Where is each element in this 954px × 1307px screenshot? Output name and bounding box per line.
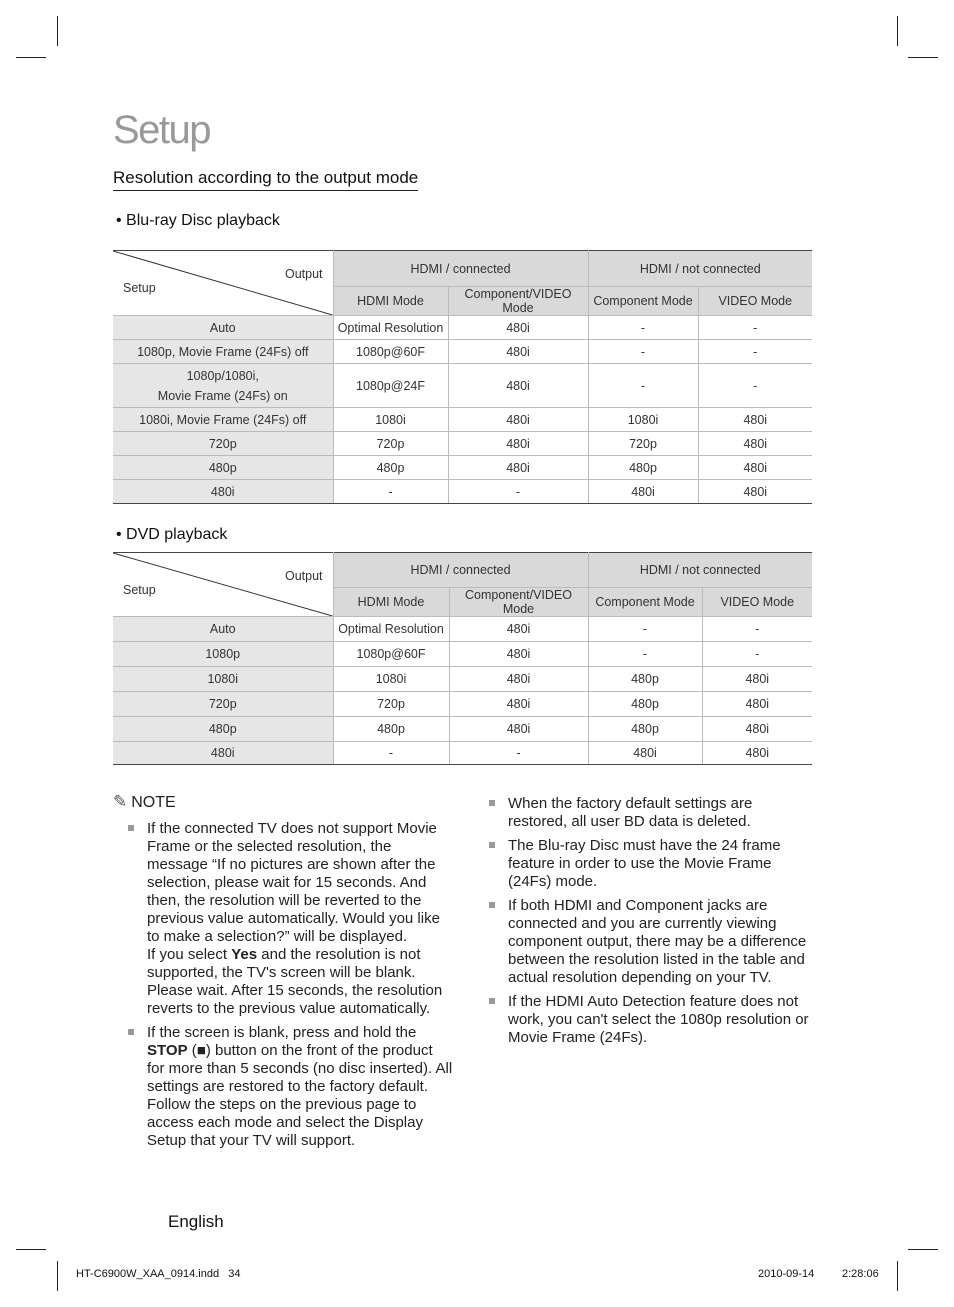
slug-time: 2:28:06: [842, 1268, 879, 1280]
col-video-mode: VIDEO Mode: [698, 287, 812, 316]
table-row: 480p 480p 480i 480p 480i: [113, 717, 812, 742]
col-component-mode: Component Mode: [588, 588, 702, 617]
table-row: 480p 480p 480i 480p 480i: [113, 456, 812, 480]
bullet-square-icon: [128, 1029, 134, 1035]
crop-mark: [57, 1261, 58, 1291]
group-hdmi-connected: HDMI / connected: [333, 553, 588, 588]
col-hdmi-mode: HDMI Mode: [333, 588, 449, 617]
section-heading: Resolution according to the output mode: [113, 168, 418, 191]
list-item: The Blu-ray Disc must have the 24 frame feature in order to use the Movie Frame (24Fs) mode.: [474, 837, 814, 891]
table-row: 1080p 1080p@60F 480i - -: [113, 642, 812, 667]
notes-right: [474, 795, 814, 1053]
bullet-square-icon: [489, 842, 495, 848]
crop-mark: [57, 16, 58, 46]
group-hdmi-not-connected: HDMI / not connected: [588, 251, 812, 287]
group-hdmi-not-connected: HDMI / not connected: [588, 553, 812, 588]
table-row: 1080i, Movie Frame (24Fs) off 1080i 480i 1080i 480i: [113, 408, 812, 432]
bluray-heading: • Blu-ray Disc playback: [116, 212, 280, 229]
bullet-square-icon: [489, 800, 495, 806]
crop-mark: [908, 1249, 938, 1250]
bullet-square-icon: [128, 825, 134, 831]
slug-date: 2010-09-14: [758, 1268, 815, 1280]
table-row: 480i - - 480i 480i: [113, 480, 812, 504]
bluray-resolution-table: [113, 250, 812, 504]
bullet-square-icon: [489, 998, 495, 1004]
footer-language: English: [168, 1212, 224, 1231]
slug-filename: HT-C6900W_XAA_0914.indd 34: [76, 1268, 241, 1280]
dvd-heading: • DVD playback: [116, 526, 228, 543]
crop-mark: [16, 57, 46, 58]
table-corner: Output Setup: [113, 553, 333, 617]
crop-mark: [897, 1261, 898, 1291]
table-row: 1080i 1080i 480i 480p 480i: [113, 667, 812, 692]
list-item: If the HDMI Auto Detection feature does not work, you can't select the 1080p resolution or Movie Frame (24Fs).: [474, 993, 814, 1047]
col-component-video-mode: Component/VIDEO Mode: [449, 588, 588, 617]
col-component-video-mode: Component/VIDEO Mode: [448, 287, 588, 316]
list-item: If both HDMI and Component jacks are connected and you are currently viewing component output, there may be a difference between the resolution listed in the table and actual resolution depending on your TV.: [474, 897, 814, 987]
col-component-mode: Component Mode: [588, 287, 698, 316]
pencil-icon: ✎: [113, 792, 128, 811]
crop-mark: [908, 57, 938, 58]
col-video-mode: VIDEO Mode: [702, 588, 812, 617]
dvd-resolution-table: [113, 552, 812, 765]
bullet-square-icon: [489, 902, 495, 908]
crop-mark: [897, 16, 898, 46]
table-row: 480i - - 480i 480i: [113, 742, 812, 765]
table-row: 720p 720p 480i 480p 480i: [113, 692, 812, 717]
list-item: When the factory default settings are restored, all user BD data is deleted.: [474, 795, 814, 831]
table-row: Auto Optimal Resolution 480i - -: [113, 617, 812, 642]
group-hdmi-connected: HDMI / connected: [333, 251, 588, 287]
page-title: Setup: [113, 108, 211, 152]
crop-mark: [16, 1249, 46, 1250]
table-corner: Output Setup: [113, 251, 333, 316]
table-row: Auto Optimal Resolution 480i - -: [113, 316, 812, 340]
table-row: 1080p/1080i, Movie Frame (24Fs) on 1080p@24F 480i - -: [113, 364, 812, 408]
list-item: If the screen is blank, press and hold the STOP (■) button on the front of the product for more than 5 seconds (no disc inserted). All settings are restored to the factory default. Follow the steps on the previous page to access each mode and select the Display Setup that your TV will support.: [113, 1024, 453, 1150]
stop-icon: ■: [196, 1042, 206, 1059]
table-row: 1080p, Movie Frame (24Fs) off 1080p@60F 480i - -: [113, 340, 812, 364]
note-heading: ✎ NOTE: [113, 792, 176, 811]
table-row: 720p 720p 480i 720p 480i: [113, 432, 812, 456]
notes-left: [113, 793, 453, 1156]
col-hdmi-mode: HDMI Mode: [333, 287, 448, 316]
list-item: If the connected TV does not support Movie Frame or the selected resolution, the message “If no pictures are shown after the selection, please wait for 15 seconds. And then, the resolution will be reverted to the previous value automatically. Would you like to make a selection?” will be displayed. If you select Yes and the resolution is not supported, the TV's screen will be blank. Please wait. After 15 seconds, the resolution reverts to the previous value automatically.: [113, 820, 453, 1018]
